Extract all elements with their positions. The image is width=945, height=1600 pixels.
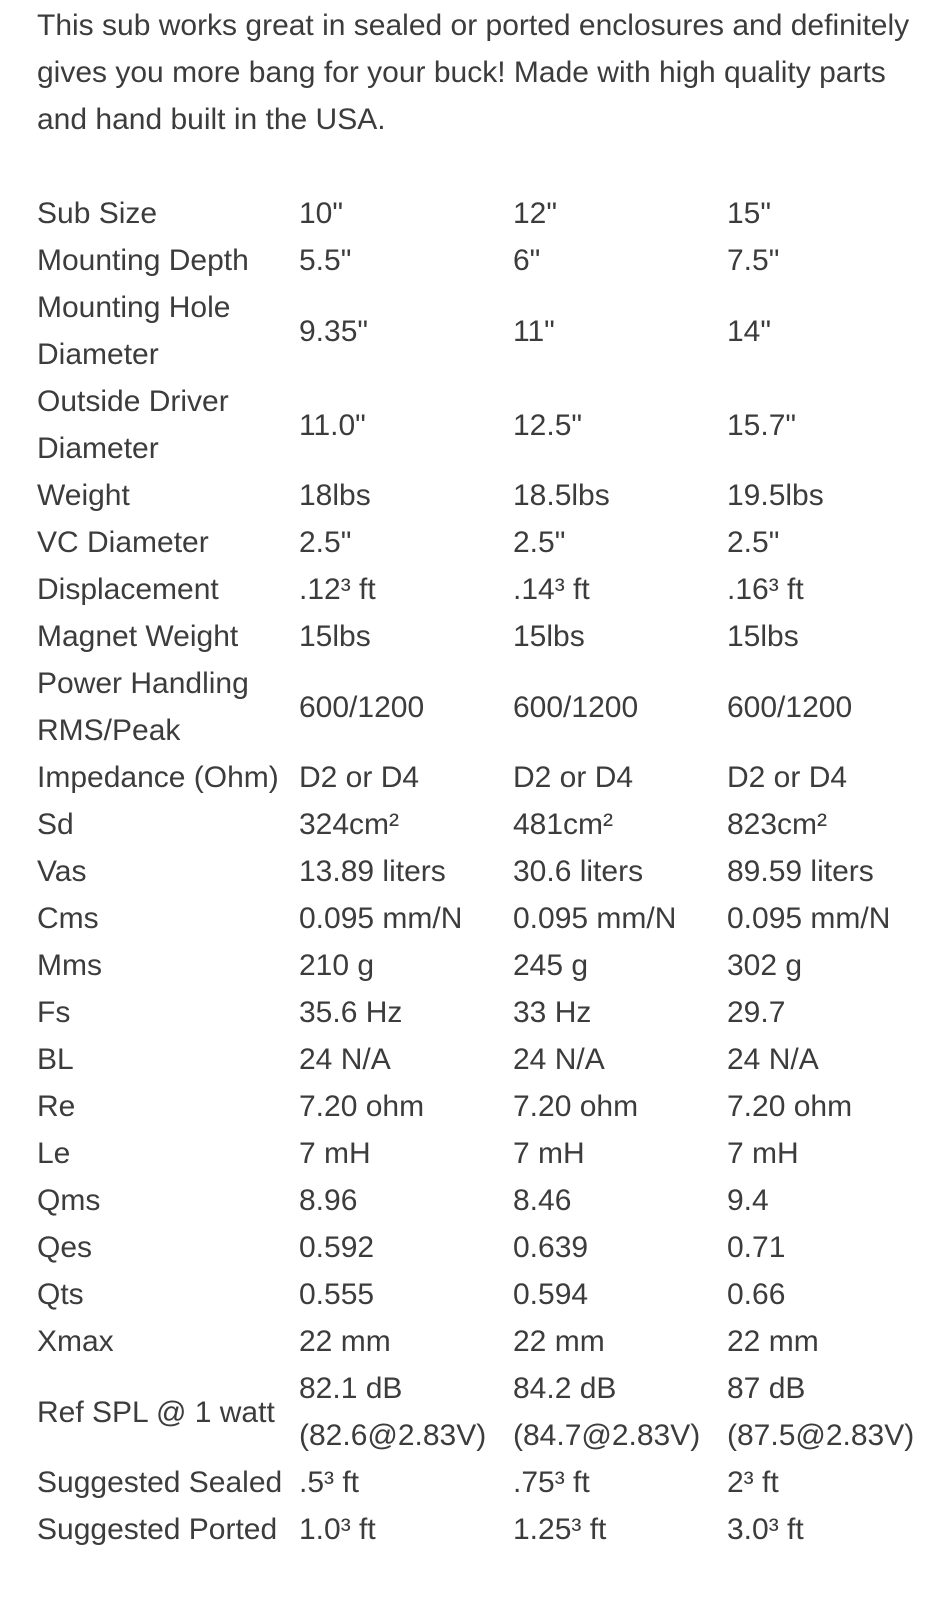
spec-value-10: 0.555 (299, 1278, 375, 1311)
spec-value-10: 7 mH (299, 1137, 371, 1170)
spec-value-15: 9.4 (727, 1184, 769, 1217)
spec-value-15: 0.095 mm/N (727, 902, 891, 935)
spec-value-10: 22 mm (299, 1325, 391, 1358)
spec-label: Power Handling RMS/Peak (37, 667, 249, 747)
spec-value-15: D2 or D4 (727, 761, 848, 794)
spec-value-12: 1.25³ ft (513, 1513, 607, 1546)
spec-label: Cms (37, 902, 99, 935)
table-row (37, 895, 927, 942)
spec-value-15: 14" (727, 314, 772, 348)
spec-label: Suggested Ported (37, 1513, 278, 1546)
spec-value-15: 87 dB (87.5@2.83V) (727, 1372, 915, 1452)
table-row (37, 1130, 927, 1177)
spec-value-12: 15lbs (513, 620, 585, 653)
spec-value-10: 24 N/A (299, 1043, 391, 1076)
spec-label: Mounting Depth (37, 244, 249, 277)
spec-value-10: 324cm² (299, 808, 400, 841)
table-row (37, 613, 927, 660)
table-row (37, 284, 927, 378)
spec-label: Displacement (37, 573, 219, 606)
spec-label: Weight (37, 479, 130, 512)
spec-value-10: 35.6 Hz (299, 996, 403, 1029)
spec-value-12: 8.46 (513, 1184, 572, 1217)
table-row (37, 566, 927, 613)
spec-value-12: 481cm² (513, 808, 614, 841)
spec-value-15: 0.71 (727, 1231, 786, 1264)
spec-value-15: 302 g (727, 949, 803, 982)
spec-label: Ref SPL @ 1 watt (37, 1395, 275, 1429)
spec-value-12: 6" (513, 244, 541, 277)
table-row (37, 1318, 927, 1365)
spec-value-10: 2.5" (299, 526, 352, 559)
spec-value-12: .14³ ft (513, 573, 590, 606)
table-row (37, 801, 927, 848)
spec-value-12: 0.639 (513, 1231, 589, 1264)
spec-value-10: 15lbs (299, 620, 371, 653)
spec-value-15: 29.7 (727, 996, 786, 1029)
spec-label: VC Diameter (37, 526, 209, 559)
spec-label: BL (37, 1043, 74, 1076)
spec-label: Re (37, 1090, 76, 1123)
spec-label: Sd (37, 808, 74, 841)
spec-value-10: 0.592 (299, 1231, 375, 1264)
spec-value-12: 11" (513, 314, 555, 348)
spec-value-12: 600/1200 (513, 690, 639, 724)
spec-value-10: 10" (299, 197, 344, 230)
spec-value-12: 0.095 mm/N (513, 902, 677, 935)
table-row (37, 1459, 927, 1506)
spec-label: Le (37, 1137, 71, 1170)
table-row (37, 378, 927, 472)
spec-value-15: 15.7" (727, 408, 797, 442)
spec-label: Sub Size (37, 197, 158, 230)
spec-label: Vas (37, 855, 87, 888)
spec-value-10: 82.1 dB (82.6@2.83V) (299, 1372, 487, 1452)
spec-value-12: 18.5lbs (513, 479, 610, 512)
spec-value-12: 245 g (513, 949, 589, 982)
spec-label: Qts (37, 1278, 84, 1311)
spec-value-15: 3.0³ ft (727, 1513, 804, 1546)
spec-value-15: 2.5" (727, 526, 780, 559)
spec-label: Impedance (Ohm) (37, 761, 279, 794)
spec-value-10: 0.095 mm/N (299, 902, 463, 935)
spec-value-10: 1.0³ ft (299, 1513, 376, 1546)
spec-value-15: 600/1200 (727, 690, 853, 724)
spec-value-10: 9.35" (299, 314, 369, 348)
spec-label: Fs (37, 996, 71, 1029)
spec-value-12: 12" (513, 197, 558, 230)
table-row (37, 1506, 927, 1553)
table-row (37, 660, 927, 754)
table-row (37, 1177, 927, 1224)
spec-value-12: 12.5" (513, 408, 583, 442)
table-row (37, 1083, 927, 1130)
spec-value-15: .16³ ft (727, 573, 804, 606)
table-row (37, 190, 927, 237)
spec-label: Mms (37, 949, 102, 982)
spec-value-15: 7.5" (727, 244, 780, 277)
spec-label: Qms (37, 1184, 101, 1217)
spec-value-15: 7 mH (727, 1137, 799, 1170)
table-row (37, 1036, 927, 1083)
spec-value-12: 24 N/A (513, 1043, 605, 1076)
spec-value-10: 18lbs (299, 479, 371, 512)
table-row (37, 1365, 927, 1459)
spec-value-12: 2.5" (513, 526, 566, 559)
spec-value-12: 22 mm (513, 1325, 605, 1358)
spec-value-10: 5.5" (299, 244, 352, 277)
spec-value-10: 11.0" (299, 408, 366, 442)
table-row (37, 754, 927, 801)
table-row (37, 519, 927, 566)
spec-label: Xmax (37, 1325, 114, 1358)
spec-value-10: D2 or D4 (299, 761, 420, 794)
spec-value-12: 33 Hz (513, 996, 592, 1029)
table-row (37, 237, 927, 284)
table-row (37, 1224, 927, 1271)
spec-value-12: .75³ ft (513, 1466, 590, 1499)
spec-value-15: 15lbs (727, 620, 799, 653)
table-row (37, 848, 927, 895)
spec-value-15: 2³ ft (727, 1466, 779, 1499)
spec-value-12: 7 mH (513, 1137, 585, 1170)
spec-value-12: D2 or D4 (513, 761, 634, 794)
table-row (37, 942, 927, 989)
spec-value-15: 24 N/A (727, 1043, 819, 1076)
table-row (37, 472, 927, 519)
specs-table (37, 190, 927, 1553)
spec-label: Suggested Sealed (37, 1466, 283, 1499)
product-description: This sub works great in sealed or ported enclosures and definitely gives you more bang for your buck! Made with high quality parts and hand built in the USA. (37, 9, 910, 136)
spec-value-15: 19.5lbs (727, 479, 824, 512)
spec-value-12: 84.2 dB (84.7@2.83V) (513, 1372, 701, 1452)
table-row (37, 1271, 927, 1318)
spec-label: Qes (37, 1231, 93, 1264)
spec-value-15: 7.20 ohm (727, 1090, 853, 1123)
spec-label: Outside Driver Diameter (37, 385, 229, 465)
spec-label: Mounting Hole Diameter (37, 291, 231, 371)
spec-value-10: 210 g (299, 949, 375, 982)
spec-value-15: 15" (727, 197, 772, 230)
spec-value-10: 600/1200 (299, 690, 425, 724)
spec-value-12: 0.594 (513, 1278, 589, 1311)
spec-label: Magnet Weight (37, 620, 239, 653)
spec-value-12: 7.20 ohm (513, 1090, 639, 1123)
spec-value-10: 7.20 ohm (299, 1090, 425, 1123)
spec-value-15: 0.66 (727, 1278, 786, 1311)
spec-value-10: 8.96 (299, 1184, 358, 1217)
spec-value-10: .5³ ft (299, 1466, 360, 1499)
spec-value-15: 89.59 liters (727, 855, 874, 888)
spec-value-15: 22 mm (727, 1325, 819, 1358)
spec-value-15: 823cm² (727, 808, 828, 841)
spec-value-10: 13.89 liters (299, 855, 446, 888)
spec-value-10: .12³ ft (299, 573, 376, 606)
spec-value-12: 30.6 liters (513, 855, 644, 888)
table-row (37, 989, 927, 1036)
